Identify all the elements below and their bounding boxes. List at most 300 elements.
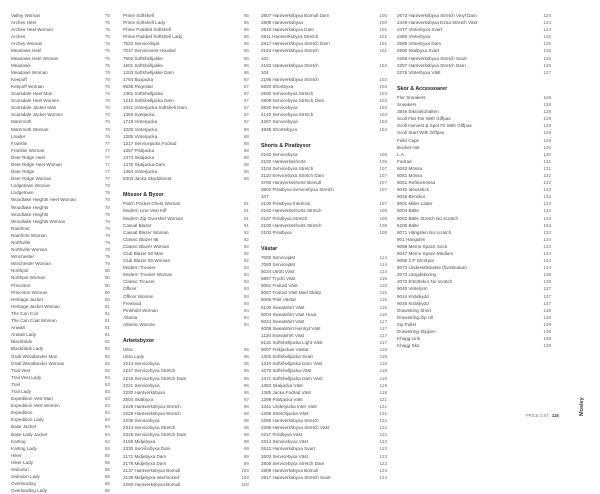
entry-page-number: 76	[104, 69, 110, 75]
entry-label: 7522 Servicelinjat	[123, 41, 160, 47]
index-entry	[11, 431, 110, 438]
entry-label: 5100 Sweatshirt Väst	[261, 304, 305, 310]
entry-label: 3802 Piratbyxa Servicebyxa Stretch	[261, 187, 334, 193]
entry-page-number: 107	[379, 201, 387, 207]
entry-label: 5004 Sweatshirt Väst Huva	[261, 311, 317, 317]
entry-page-number: 77	[104, 154, 110, 160]
entry-label: Khagg Link	[397, 336, 420, 342]
index-entry	[261, 40, 387, 47]
entry-page-number: 76	[104, 91, 110, 97]
index-entry	[397, 271, 551, 278]
entry-page-number: 77	[104, 147, 110, 153]
entry-label: Princeton	[11, 282, 31, 288]
section-spacer	[261, 133, 387, 140]
entry-page-number: 102	[379, 76, 387, 82]
index-entry	[11, 473, 110, 480]
entry-label: Classic Blazer 86	[123, 236, 159, 242]
entry-label: 7060 Servicejäst	[261, 262, 295, 267]
entry-label: 9045 Knäskydd	[397, 300, 429, 306]
entry-page-number: 133	[543, 222, 551, 228]
entry-page-number: 75	[104, 48, 110, 54]
entry-label: Mammoth Woman	[11, 126, 49, 132]
entry-page-number: 108	[379, 222, 387, 228]
entry-label: Expedition Vest Man	[11, 396, 53, 402]
entry-label: Trail Vest Lady	[11, 374, 42, 380]
index-entry	[11, 246, 110, 253]
index-entry	[11, 76, 110, 83]
entry-label: Modern Trouser	[123, 265, 156, 271]
entry-label: 5004 Bälte	[397, 208, 419, 214]
entry-page-number: 98	[243, 403, 249, 409]
entry-label: Northpol	[11, 268, 29, 274]
entry-page-number: 99	[243, 446, 249, 452]
entry-page-number: 92	[243, 258, 249, 264]
entry-page-number: 86	[243, 48, 249, 54]
entry-label: 7017 Servicevest Hooded	[123, 48, 176, 54]
entry-page-number: 103	[379, 119, 387, 125]
entry-page-number: 76	[104, 98, 110, 104]
index-entry	[397, 193, 551, 200]
index-entry	[11, 466, 110, 473]
entry-label: 2171 Midjebyxa Dam	[123, 453, 167, 459]
entry-page-number: 83	[104, 374, 110, 380]
entry-page-number: 93	[243, 265, 249, 271]
entry-label: 4140 Servicebyxa Stretch	[261, 112, 314, 118]
index-entry	[261, 325, 387, 332]
entry-label: 5867 Tryckt Väst	[261, 276, 296, 282]
index-entry	[123, 62, 249, 69]
entry-label: Modern Line Vest Kiff	[123, 208, 167, 214]
index-entry	[261, 403, 387, 410]
entry-label: 5200 Bälte	[397, 222, 419, 228]
index-entry	[123, 19, 249, 26]
entry-label: Scoll Harvest & Spot Fit With Giffpas	[397, 123, 472, 129]
entry-label: Blackfalds	[11, 339, 32, 345]
entry-label: 5820 Shortbyxa	[261, 83, 294, 89]
entry-page-number: 94	[243, 300, 249, 306]
index-entry	[397, 293, 551, 300]
index-entry	[123, 26, 249, 33]
entry-page-number: 82	[104, 339, 110, 345]
index-entry	[261, 332, 387, 339]
section-heading: Shorts & Piratbyxor	[261, 142, 311, 149]
index-entry	[11, 274, 110, 281]
index-entry	[123, 229, 249, 236]
section-heading: Skor & Accessoarer	[397, 85, 448, 92]
entry-label: 2316 Servicebyxa Stretch Dam	[123, 432, 187, 438]
index-entry	[11, 459, 110, 466]
entry-label: Casual Blazer Woman	[123, 229, 169, 235]
entry-page-number: 77	[104, 176, 110, 182]
entry-page-number: 101	[379, 48, 387, 54]
entry-label: 107	[261, 194, 269, 200]
index-entry	[11, 395, 110, 402]
index-entry	[11, 388, 110, 395]
entry-page-number: 100	[379, 20, 387, 26]
entry-label: 8002 Bälte Stretch No scratch	[397, 215, 459, 221]
entry-page-number: 79	[104, 225, 110, 231]
index-entry	[261, 165, 387, 172]
entry-page-number: 118	[379, 368, 387, 374]
entry-page-number: 128	[543, 102, 551, 108]
index-entry	[261, 158, 387, 165]
entry-label: Prime Softshell	[123, 13, 154, 18]
index-entry	[397, 285, 551, 292]
index-entry	[11, 12, 110, 19]
entry-page-number: 87	[243, 76, 249, 82]
entry-label: Lodgetown	[11, 190, 34, 196]
entry-page-number: 137	[543, 300, 551, 306]
index-entry	[11, 253, 110, 260]
entry-page-number: 85	[104, 488, 110, 494]
index-entry	[261, 193, 387, 200]
entry-page-number: 78	[104, 211, 110, 217]
entry-page-number: 86	[243, 34, 249, 40]
index-entry	[397, 222, 551, 229]
entry-label: Deer Ridge Woman	[11, 176, 52, 182]
entry-label: 1130 Sweatshirt Väst	[261, 332, 305, 338]
index-entry	[11, 331, 110, 338]
entry-label: Woodlake Heights	[11, 211, 49, 217]
entry-label: Scarsdale Heel Man	[11, 91, 53, 97]
entry-page-number: 103	[379, 105, 387, 111]
entry-label: 5073 Undesstäckelse (fundmatue)	[397, 265, 467, 271]
entry-label: 1205 Stretchjacka Väst	[261, 410, 309, 416]
entry-page-number: 124	[543, 13, 551, 18]
index-entry	[397, 207, 551, 214]
index-entry	[123, 382, 249, 389]
entry-page-number: 84	[104, 438, 110, 444]
index-column-4	[397, 12, 551, 349]
index-entry	[123, 431, 249, 438]
entry-label: 2164 Hantverksbyxa Stretch	[261, 48, 319, 54]
entry-page-number: 115	[379, 283, 387, 289]
entry-label: 6535 Regnstäl	[123, 83, 153, 89]
index-entry	[397, 151, 551, 158]
entry-label: Prime Softshell Lady	[123, 20, 166, 26]
entry-page-number: 139	[543, 329, 551, 335]
page-number: 115	[551, 413, 559, 418]
entry-page-number: 81	[104, 303, 110, 309]
entry-page-number: 84	[104, 410, 110, 416]
entry-label: 2110 Servicebyxa Stretch Dam	[261, 172, 324, 178]
index-entry	[397, 186, 551, 193]
index-entry	[397, 321, 551, 328]
entry-label: Archey Woman	[11, 41, 43, 47]
index-entry	[11, 324, 110, 331]
index-entry	[397, 94, 551, 101]
index-entry	[261, 460, 387, 467]
index-entry	[11, 104, 110, 111]
entry-label: Ultra Lady	[123, 354, 144, 360]
entry-page-number: 108	[379, 229, 387, 235]
entry-label: Club Blazer 50 Woman	[123, 258, 171, 264]
entry-page-number: 122	[379, 432, 387, 438]
entry-page-number: 87	[243, 98, 249, 104]
entry-page-number: 75	[104, 55, 110, 61]
index-entry	[397, 300, 551, 307]
entry-page-number: 88	[243, 147, 249, 153]
index-entry	[397, 314, 551, 321]
entry-page-number: 95	[243, 361, 249, 367]
entry-page-number: 78	[104, 218, 110, 224]
entry-page-number: 133	[543, 229, 551, 235]
entry-label: 2268 Hantverksbyxa Stretch Svart	[397, 55, 467, 61]
entry-label: 1399 Pilotjacka Väst	[261, 396, 303, 402]
entry-page-number: 132	[543, 172, 551, 178]
entry-label: Club Blazer 50 Man	[123, 251, 164, 256]
entry-label: Khagg Sko	[397, 343, 420, 349]
index-entry	[261, 339, 387, 346]
entry-label: Lodgetown Woman	[11, 183, 51, 189]
entry-label: 1070 Softshelljacka Väst	[261, 368, 312, 374]
entry-page-number: 79	[104, 247, 110, 253]
entry-page-number: 121	[379, 410, 387, 416]
entry-page-number: 80	[104, 289, 110, 295]
entry-page-number: 88	[243, 154, 249, 160]
index-entry	[123, 154, 249, 161]
index-entry	[123, 396, 249, 403]
index-entry	[123, 104, 249, 111]
index-entry	[261, 254, 387, 261]
entry-label: 2137 Hantverksbyxa Bomull	[123, 467, 181, 473]
index-entry	[11, 147, 110, 154]
index-entry	[261, 76, 387, 83]
entry-page-number: 76	[104, 126, 110, 132]
entry-page-number: 134	[543, 265, 551, 271]
entry-label: Classic Trouser	[123, 279, 155, 285]
index-entry	[261, 172, 387, 179]
entry-page-number: 76	[104, 83, 110, 89]
index-entry	[397, 108, 551, 115]
entry-page-number: 125	[543, 34, 551, 40]
entry-label: 2809 Hantverksbyxa	[261, 20, 303, 26]
entry-label: 2104 Servicebyxa Stretch	[261, 165, 314, 171]
index-entry	[397, 122, 551, 129]
entry-label: 2214 Servicebyxa Väst	[261, 439, 308, 445]
entry-label: 6043 Mössa	[397, 165, 423, 171]
entry-label: 2217 Piratbyxa Väst	[261, 432, 303, 438]
index-entry	[261, 438, 387, 445]
index-entry	[123, 69, 249, 76]
index-entry	[11, 367, 110, 374]
entry-label: Meadows Woman	[11, 69, 48, 75]
index-entry	[397, 307, 551, 314]
entry-label: 2314 Servicebyxa Stretch	[123, 425, 176, 431]
index-entry	[123, 236, 249, 243]
entry-page-number: 84	[104, 445, 110, 451]
entry-page-number: 138	[543, 314, 551, 320]
entry-page-number: 87	[243, 112, 249, 118]
index-entry	[11, 438, 110, 445]
entry-label: 1357 Pilotjacka	[123, 147, 155, 153]
entry-label: Scarsdale Heel Women	[11, 98, 60, 104]
entry-label: 2226 Hantverksbyxa Stretch	[123, 403, 181, 409]
entry-page-number: 133	[543, 215, 551, 221]
index-entry	[397, 40, 551, 47]
index-entry	[11, 232, 110, 239]
index-entry	[261, 97, 387, 104]
index-entry	[11, 168, 110, 175]
index-entry	[123, 474, 249, 481]
index-entry	[261, 353, 387, 360]
entry-label: Princeton Woman	[11, 289, 48, 295]
entry-page-number: 124	[379, 474, 387, 480]
entry-page-number: 86	[243, 27, 249, 33]
entry-label: 2102 Hantverksshorts	[261, 158, 306, 164]
entry-label: 2449 Hantverksbyxa Extra Stretch Väst	[397, 20, 478, 26]
entry-label: Heritage Jacket	[11, 296, 43, 302]
entry-label: Woodlake Heights	[11, 204, 49, 210]
entry-label: Atlantic Woman	[123, 321, 156, 327]
index-entry	[123, 321, 249, 328]
index-entry	[11, 353, 110, 360]
entry-label: Winchester Woman	[11, 261, 51, 267]
entry-label: Woodlake Heights Heel Woman	[11, 197, 76, 203]
index-entry	[11, 133, 110, 140]
entry-page-number: 103	[379, 98, 387, 104]
index-entry	[123, 453, 249, 460]
index-entry	[123, 90, 249, 97]
entry-label: Base Jacket	[11, 424, 37, 430]
entry-page-number: 139	[543, 343, 551, 349]
entry-label: Franklin Woman	[11, 147, 45, 153]
entry-page-number: 123	[379, 453, 387, 459]
index-entry	[261, 207, 387, 214]
index-entry	[123, 467, 249, 474]
entry-page-number: 88	[243, 176, 249, 182]
index-entry	[261, 389, 387, 396]
entry-page-number: 117	[379, 325, 387, 331]
entry-label: Rainfront Woman	[11, 232, 47, 238]
entry-label: 1212 Softshelljacka Dam	[123, 98, 174, 104]
index-entry	[123, 97, 249, 104]
entry-label: 2196 Hantverksbyxa Stretch	[261, 76, 319, 82]
index-entry	[397, 200, 551, 207]
index-entry	[123, 389, 249, 396]
index-entry	[261, 104, 387, 111]
entry-page-number: 94	[243, 314, 249, 320]
entry-page-number: 95	[243, 354, 249, 360]
entry-label: Valley Woman	[11, 13, 41, 18]
entry-page-number: 96	[243, 382, 249, 388]
index-entry	[11, 55, 110, 62]
entry-page-number: 82	[104, 367, 110, 373]
index-entry	[11, 211, 110, 218]
entry-page-number: 87	[243, 119, 249, 125]
entry-label: 2595 Vinterbyxa Dam	[397, 41, 442, 47]
index-entry	[261, 445, 387, 452]
entry-page-number: 80	[104, 268, 110, 274]
index-entry	[261, 410, 387, 417]
entry-label: 2330 Servicebyxa Dam	[123, 446, 171, 452]
entry-page-number: 128	[543, 109, 551, 115]
entry-page-number: 128	[543, 123, 551, 129]
index-entry	[261, 367, 387, 374]
index-entry	[261, 382, 387, 389]
entry-page-number: 77	[104, 161, 110, 167]
entry-label: Meadows Heel Woman	[11, 55, 59, 61]
entry-label: 1203 Softshelljakke Dam	[123, 69, 174, 75]
entry-label: Karting Lady	[11, 445, 37, 451]
entry-label: 2100 Hantverksshorts Stretch	[261, 222, 322, 228]
entry-label: 6051 Reflexmössa	[397, 180, 436, 186]
index-entry	[397, 335, 551, 342]
entry-page-number: 132	[543, 194, 551, 200]
index-entry	[123, 278, 249, 285]
index-entry	[261, 467, 387, 474]
index-entry	[11, 126, 110, 133]
entry-page-number: 139	[543, 321, 551, 327]
index-entry	[11, 310, 110, 317]
entry-label: Scoll Start With Giffpas	[397, 130, 445, 136]
entry-page-number: 91	[243, 208, 249, 214]
index-entry	[11, 111, 110, 118]
entry-page-number: 130	[543, 144, 551, 150]
entry-page-number: 93	[243, 293, 249, 299]
index-entry	[11, 154, 110, 161]
entry-page-number: 134	[543, 243, 551, 249]
index-entry	[11, 409, 110, 416]
index-entry	[11, 239, 110, 246]
entry-page-number: 122	[379, 418, 387, 424]
index-entry	[261, 311, 387, 318]
entry-page-number: 92	[243, 251, 249, 256]
entry-label: 2218 Servicebyxa Stretch Dam	[123, 375, 187, 381]
entry-label: Trail Vest	[11, 367, 30, 373]
entry-page-number: 107	[379, 187, 387, 193]
entry-page-number: 119	[379, 389, 387, 395]
entry-label: Drawstring Short	[397, 307, 432, 313]
index-entry	[261, 83, 387, 90]
index-column-3	[261, 12, 387, 481]
index-entry	[11, 360, 110, 367]
entry-page-number: 137	[543, 293, 551, 299]
index-entry	[261, 474, 387, 481]
entry-page-number: 139	[543, 336, 551, 342]
index-entry	[261, 268, 387, 275]
index-entry	[397, 229, 551, 236]
index-entry	[397, 129, 551, 136]
entry-page-number: 115	[379, 276, 387, 282]
index-entry	[123, 307, 249, 314]
entry-page-number: 123	[379, 460, 387, 466]
index-entry	[261, 431, 387, 438]
index-entry	[397, 342, 551, 349]
entry-page-number: 82	[104, 360, 110, 366]
entry-label: Rainfront	[11, 225, 30, 231]
entry-label: Expedition Lady	[11, 417, 44, 423]
index-entry	[261, 47, 387, 54]
entry-label: 5024 Utrött Väst	[261, 269, 295, 275]
index-entry	[261, 126, 387, 133]
entry-page-number: 83	[104, 396, 110, 402]
entry-page-number: 85	[243, 13, 249, 18]
entry-page-number: 86	[243, 62, 249, 68]
entry-label: Trail	[11, 381, 20, 387]
entry-label: 1371 Softshelljacka Dam Väst	[261, 375, 323, 381]
entry-page-number: 94	[243, 321, 249, 327]
entry-page-number: 107	[379, 165, 387, 171]
entry-label: 2236 Servicebyxa	[123, 418, 160, 424]
entry-label: 1205 Vinterjacka	[123, 133, 158, 139]
entry-label: 2807 Hantverksbyxa Bomull Dam	[261, 13, 330, 18]
entry-page-number: 92	[243, 236, 249, 242]
index-entry	[397, 19, 551, 26]
entry-page-number: 101	[379, 41, 387, 47]
entry-label: 2809 Servicebyxa Stretch Dam	[261, 98, 325, 104]
entry-label: 2297 Hantverksbyxa Stretch Dam	[397, 62, 466, 68]
